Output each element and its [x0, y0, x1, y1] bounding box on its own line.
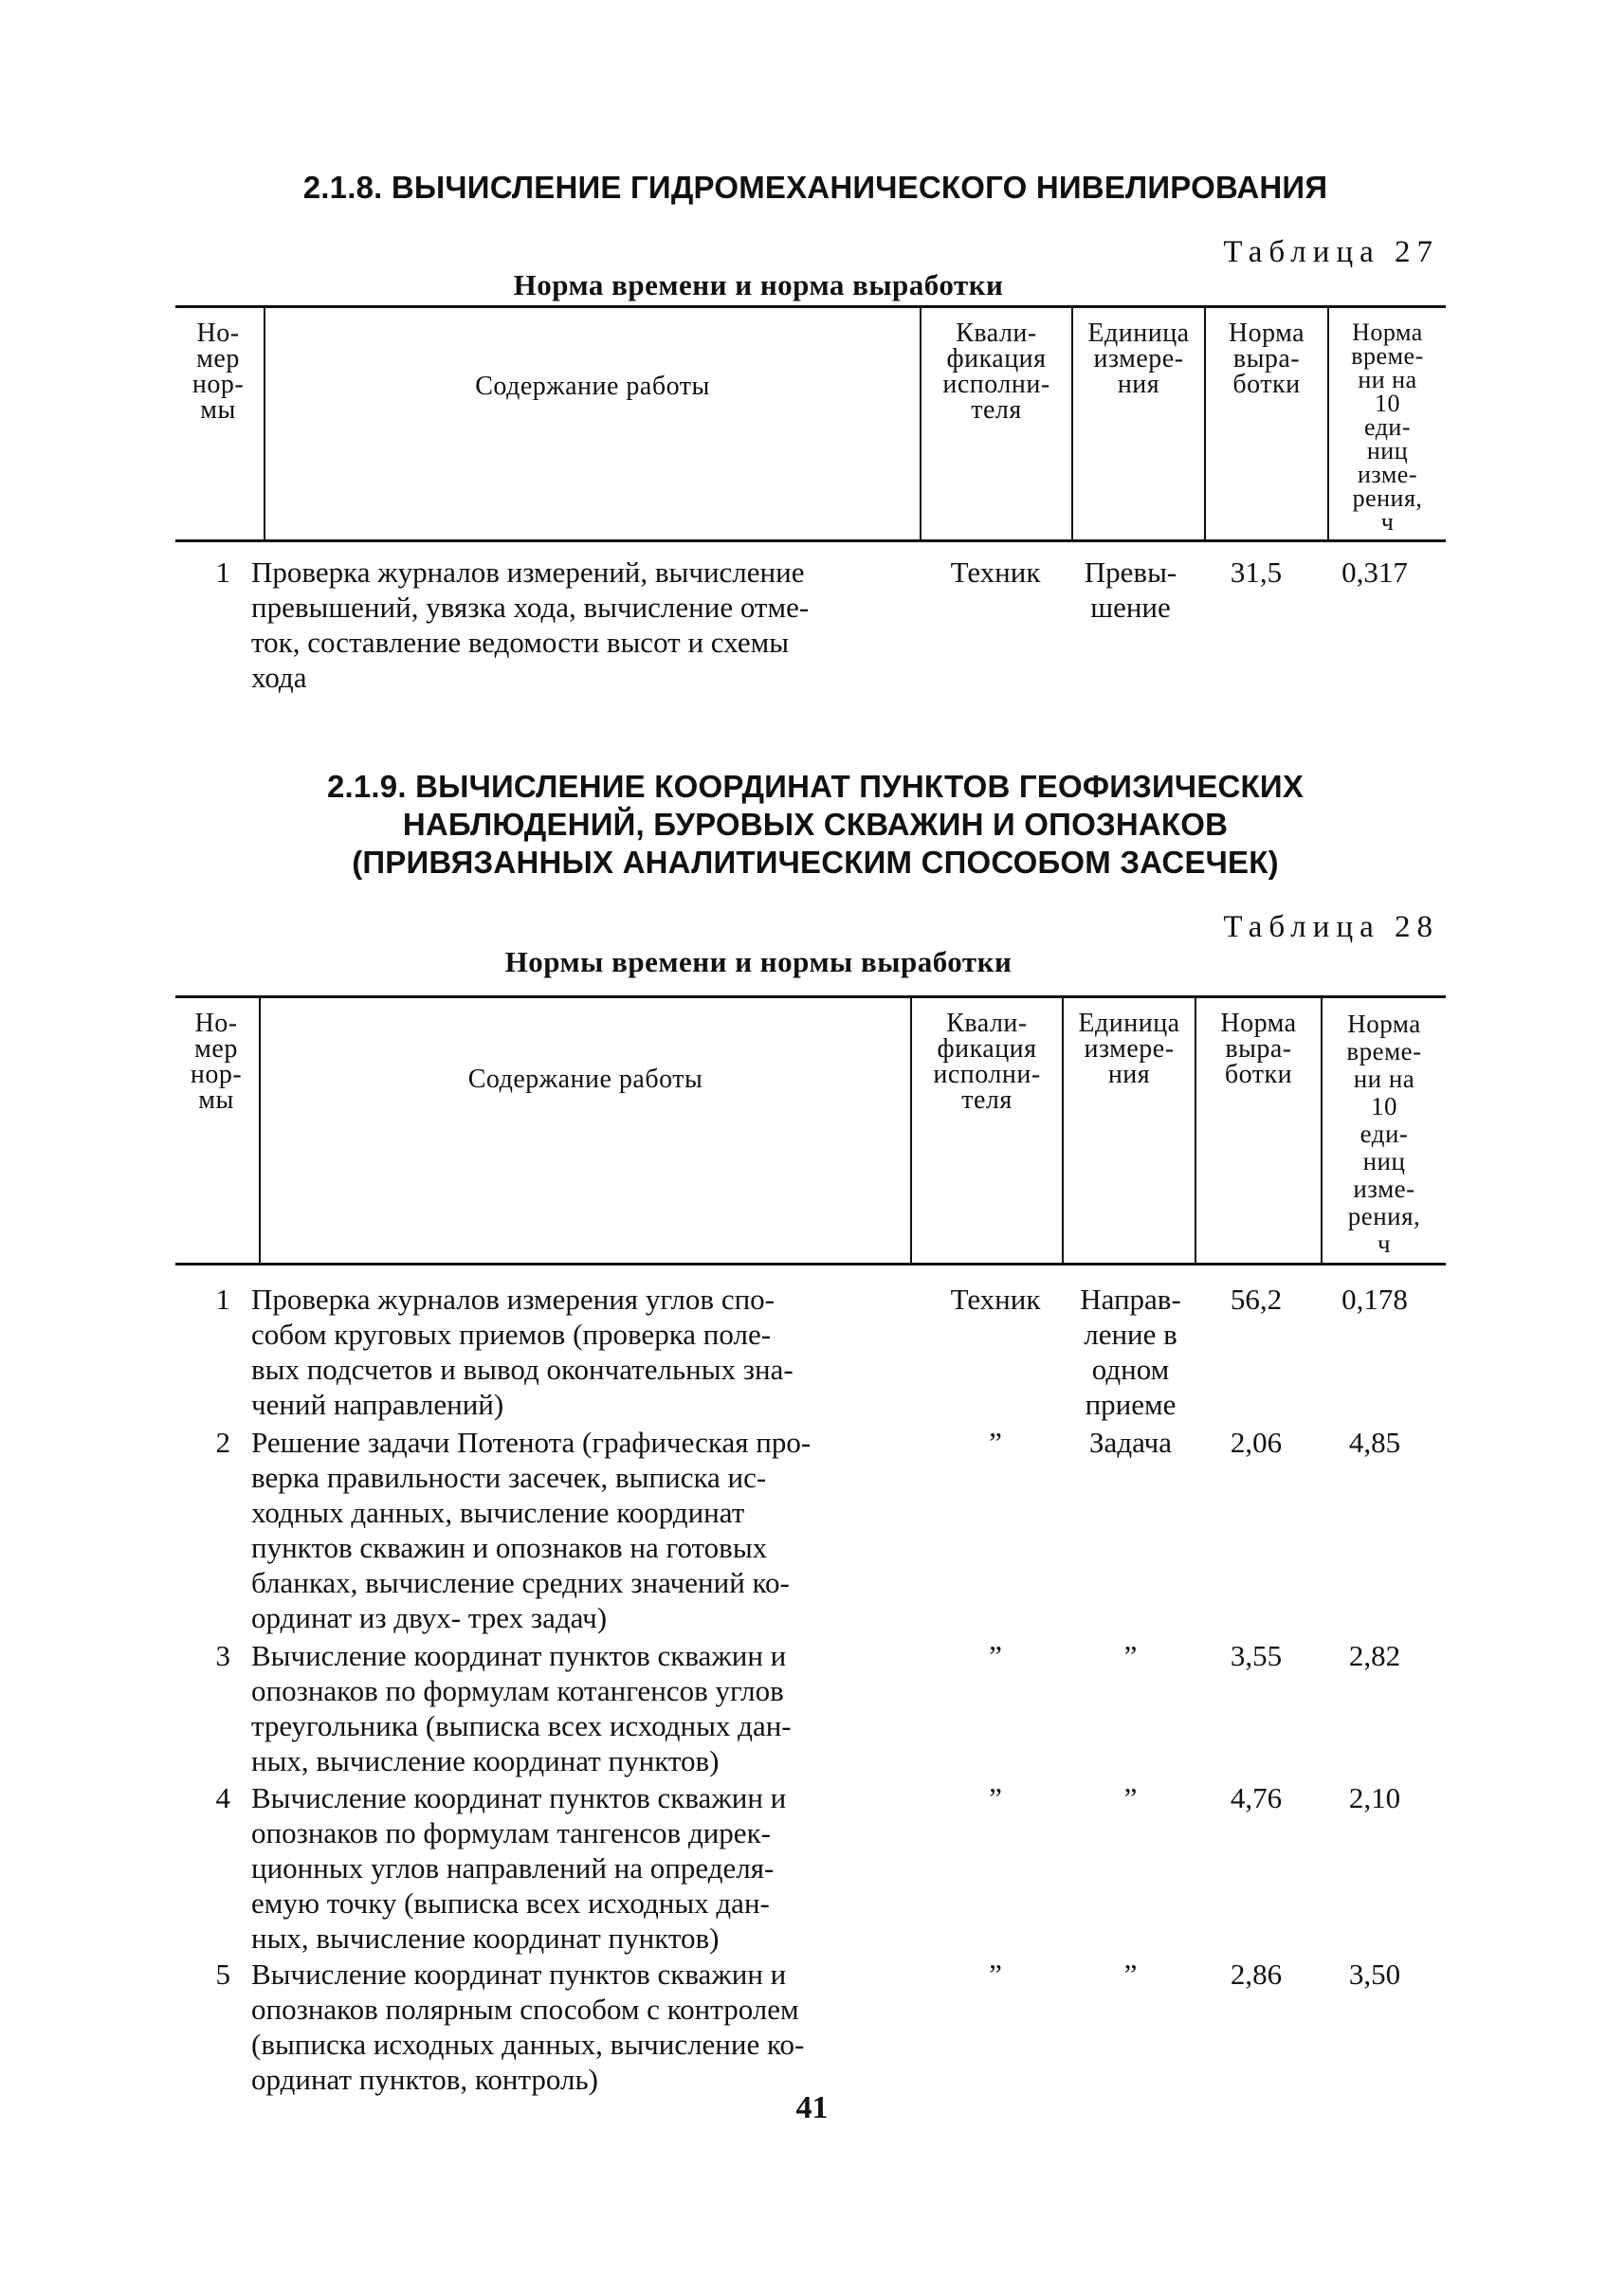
row-number: 5: [215, 1958, 230, 1991]
row-description: Вычисление координат пунктов скважин и опознаков полярным способом с контролем (выписка исходных данных, вычисление ко- ординат пунктов, контроль): [251, 1958, 805, 2096]
row-description: Проверка журналов измерений, вычисление превышений, увязка хода, вычисление отме- ток, составление ведомости высот и схемы хода: [251, 556, 810, 694]
row-number: 2: [215, 1426, 230, 1459]
row-output-rate: 31,5: [1230, 556, 1283, 589]
row-qualification: ”: [989, 1426, 1002, 1459]
row-description: Вычисление координат пунктов скважин и опознаков по формулам тангенсов дирек- ционных углов направлений на определя- емую точку (выписка всех исходных дан- ных, вычисление координат пунктов): [251, 1781, 787, 1955]
table-label-28: Таблица 28: [1223, 910, 1439, 944]
header-norm-number: Но- мер нор- мы: [190, 1009, 243, 1115]
row-number: 1: [215, 1283, 230, 1316]
row-unit: Превы- шение: [1084, 556, 1177, 624]
row-output-rate: 3,55: [1230, 1639, 1283, 1672]
row-time-norm: 3,50: [1348, 1958, 1401, 1991]
section-title-2-1-8: 2.1.8. ВЫЧИСЛЕНИЕ ГИДРОМЕХАНИЧЕСКОГО НИВЕЛИРОВАНИЯ: [302, 170, 1328, 205]
row-description: Проверка журналов измерения углов спо- собом круговых приемов (проверка поле- вых подсчетов и вывод окончательных зна- чений направлений): [251, 1283, 794, 1421]
header-work-content: Содержание работы: [467, 1065, 703, 1094]
header-norm-number: Но- мер нор- мы: [192, 319, 245, 425]
row-description: Решение задачи Потенота (графическая про- верка правильности засечек, выписка ис- ходных данных, вычисление координат пунктов скважин и опознаков на готовых бланках, вычисление средних значений ко- ординат из двух- трех задач): [251, 1426, 812, 1634]
row-time-norm: 4,85: [1348, 1426, 1401, 1459]
row-unit: Задача: [1089, 1426, 1172, 1459]
table-28-header: [175, 995, 1446, 1266]
header-output-rate: Норма выра- ботки: [1228, 319, 1305, 399]
row-number: 1: [215, 556, 230, 589]
row-output-rate: 4,76: [1230, 1781, 1283, 1814]
row-time-norm: 0,178: [1341, 1283, 1408, 1316]
row-qualification: Техник: [950, 1283, 1041, 1316]
table-label-27: Таблица 27: [1223, 235, 1439, 269]
header-qualification: Квали- фикация исполни- теля: [933, 1009, 1041, 1115]
table-27-col-divider: [264, 305, 265, 542]
row-unit: ”: [1123, 1958, 1138, 1991]
page-number: 41: [795, 2090, 829, 2125]
table-27-header: [175, 305, 1446, 542]
table-27-top-rule: [175, 305, 1446, 308]
section-title-2-1-9-line2: НАБЛЮДЕНИЙ, БУРОВЫХ СКВАЖИН И ОПОЗНАКОВ: [402, 807, 1229, 842]
table-28-header-rule: [175, 1263, 1446, 1266]
row-output-rate: 2,86: [1230, 1958, 1283, 1991]
table-caption-27: Норма времени и норма выработки: [513, 268, 1004, 301]
table-27-header-rule: [175, 539, 1446, 542]
row-number: 3: [215, 1639, 230, 1672]
row-unit: ”: [1123, 1639, 1138, 1672]
row-qualification: Техник: [950, 556, 1041, 589]
row-unit: Направ- ление в одном приеме: [1080, 1283, 1181, 1421]
header-work-content: Содержание работы: [475, 372, 710, 401]
row-qualification: ”: [989, 1958, 1002, 1991]
row-number: 4: [215, 1781, 230, 1814]
row-unit: ”: [1123, 1781, 1138, 1814]
row-time-norm: 2,10: [1348, 1781, 1401, 1814]
header-unit: Единица измере- ния: [1078, 1009, 1180, 1089]
section-title-2-1-9-line1: 2.1.9. ВЫЧИСЛЕНИЕ КООРДИНАТ ПУНКТОВ ГЕОФИЗИЧЕСКИХ: [326, 769, 1305, 804]
row-output-rate: 2,06: [1230, 1426, 1283, 1459]
row-output-rate: 56,2: [1230, 1283, 1283, 1316]
row-qualification: ”: [989, 1639, 1002, 1672]
table-28-top-rule: [175, 995, 1446, 998]
header-time-norm: Норма време- ни на 10 еди- ниц изме- рения, ч: [1351, 319, 1424, 536]
section-title-2-1-9-line3: (ПРИВЯЗАННЫХ АНАЛИТИЧЕСКИМ СПОСОБОМ ЗАСЕЧЕК): [352, 845, 1279, 880]
row-time-norm: 0,317: [1341, 556, 1408, 589]
header-qualification: Квали- фикация исполни- теля: [942, 319, 1050, 425]
header-output-rate: Норма выра- ботки: [1220, 1009, 1297, 1089]
row-time-norm: 2,82: [1348, 1639, 1401, 1672]
header-time-norm: Норма време- ни на 10 еди- ниц изме- рения, ч: [1346, 1010, 1422, 1258]
header-unit: Единица измере- ния: [1087, 319, 1190, 399]
table-28-col-divider: [259, 995, 261, 1266]
row-description: Вычисление координат пунктов скважин и опознаков по формулам котангенсов углов треугольника (выписка всех исходных дан- ных, вычисление координат пунктов): [251, 1639, 792, 1777]
row-qualification: ”: [989, 1781, 1002, 1814]
table-caption-28: Нормы времени и нормы выработки: [504, 945, 1013, 978]
